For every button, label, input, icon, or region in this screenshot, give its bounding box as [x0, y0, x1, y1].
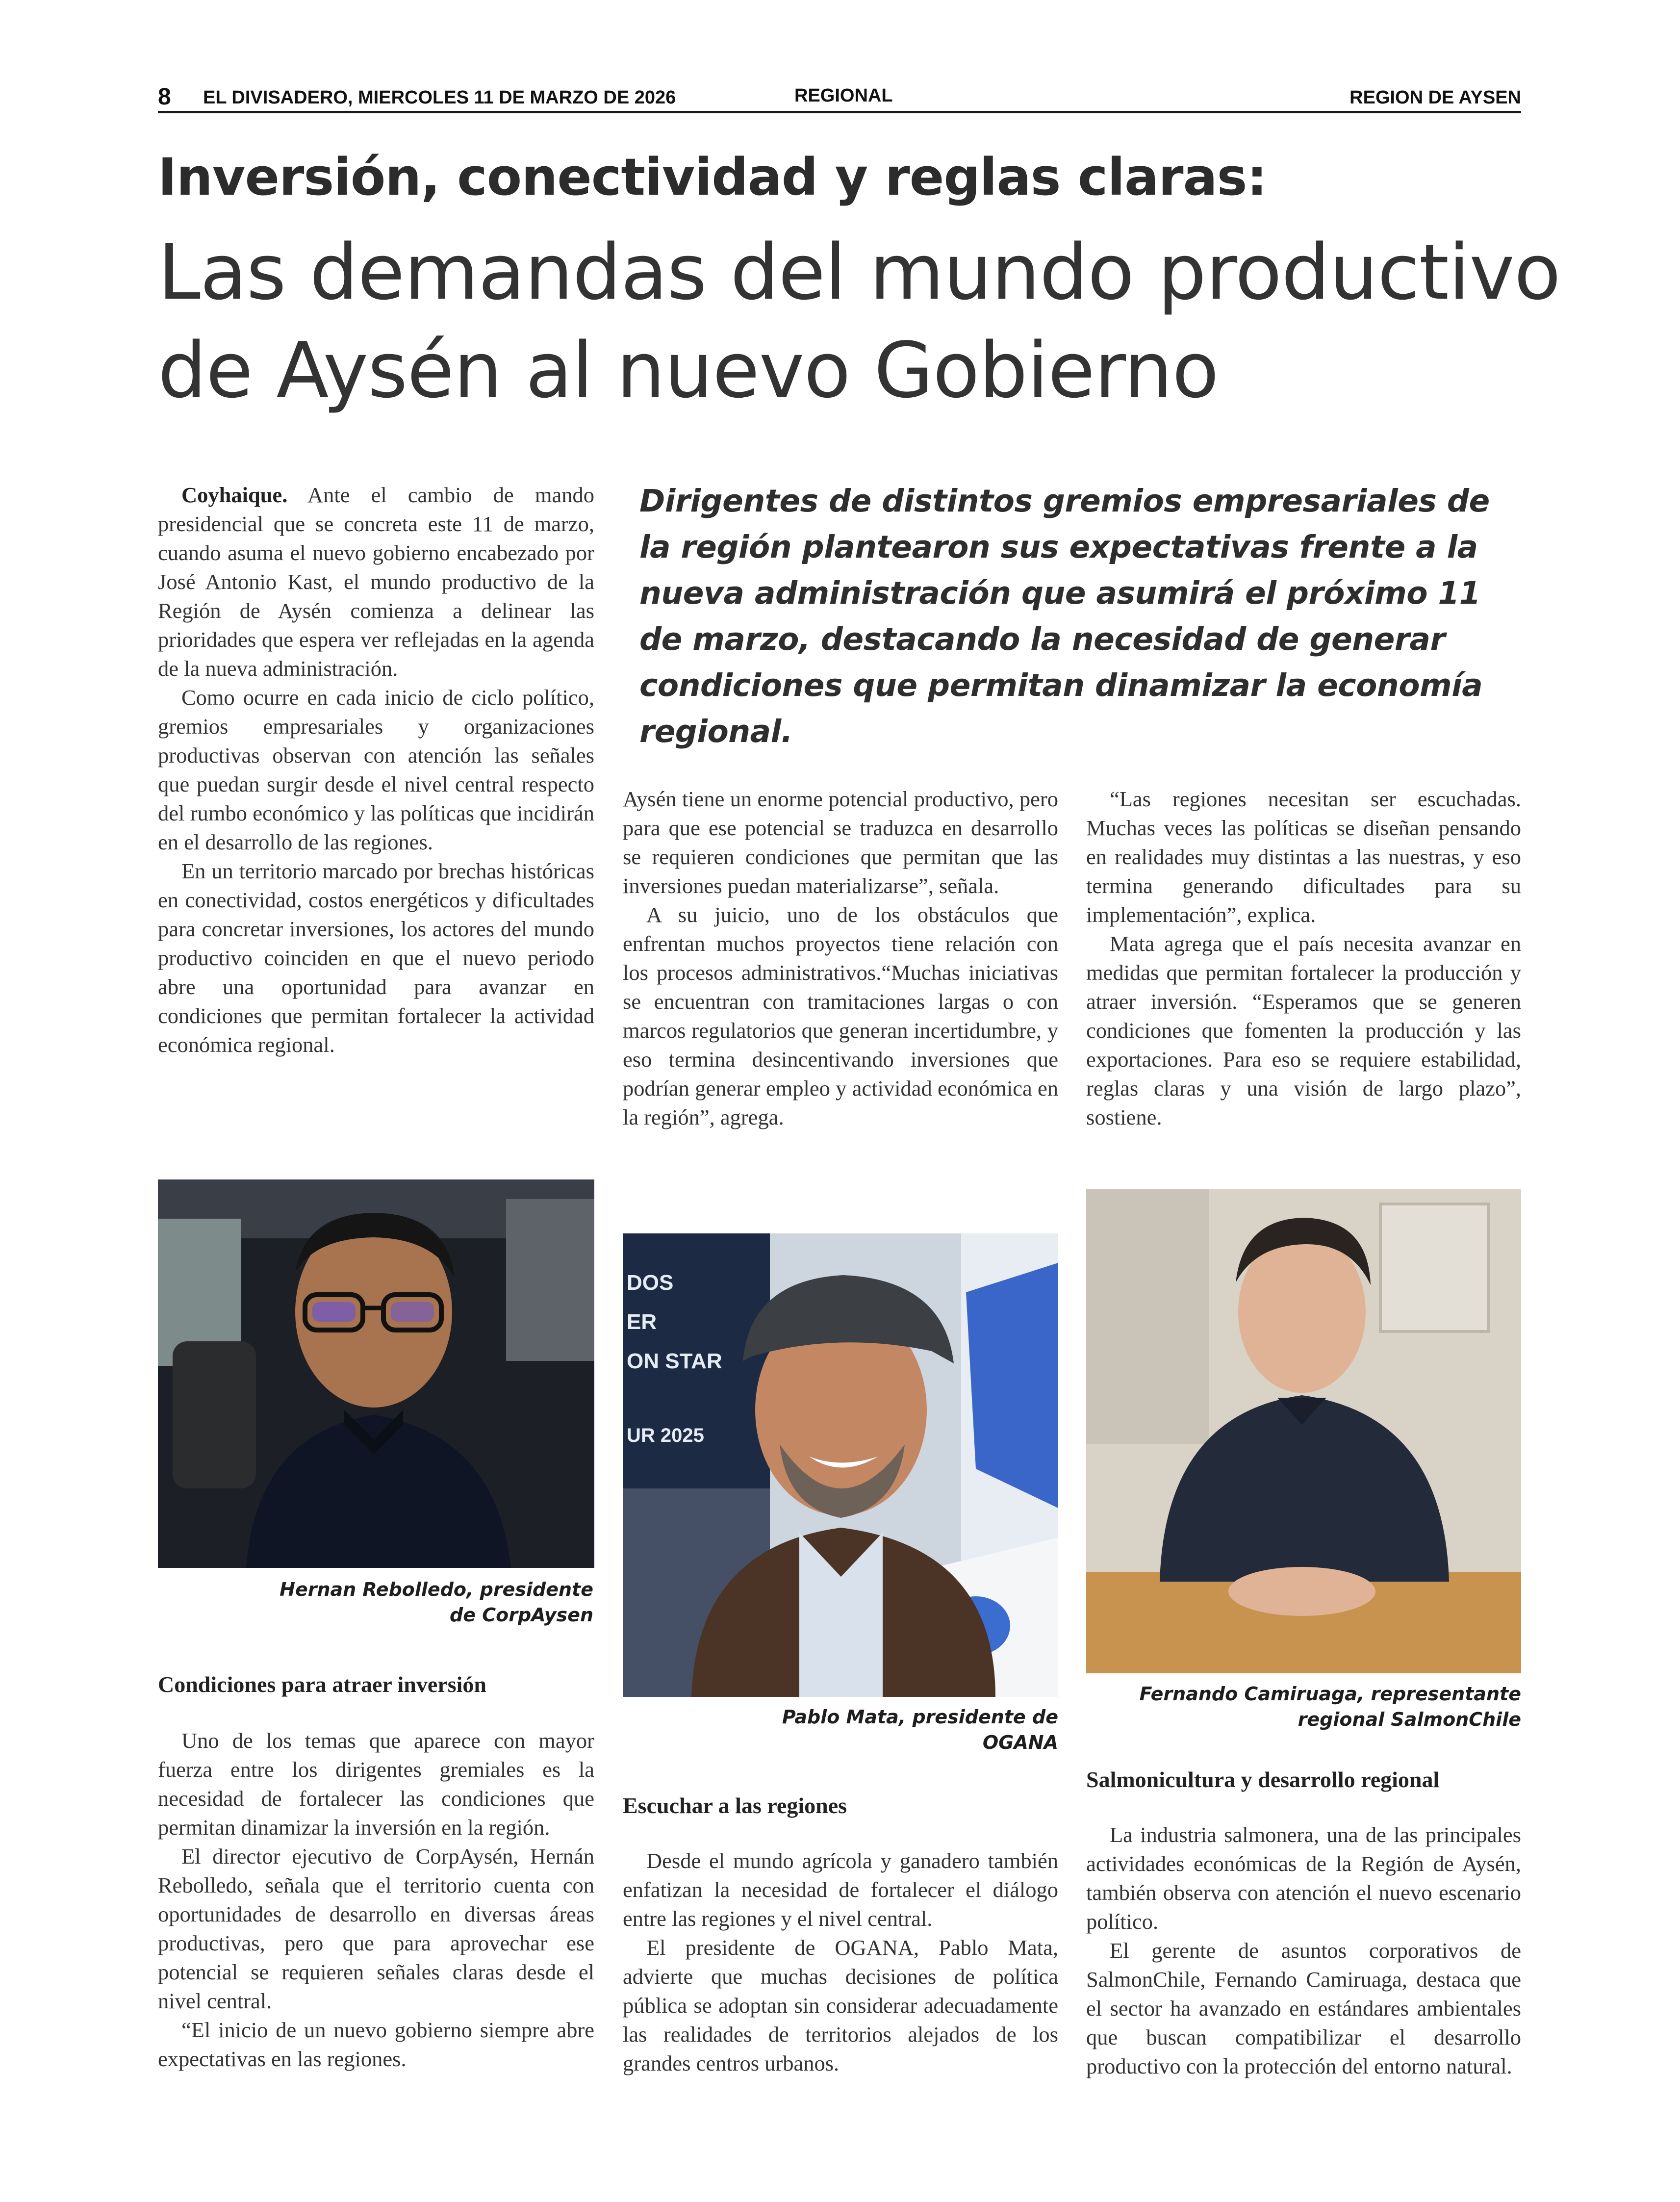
- col3-paragraph-2: Mata agrega que el país necesita avanzar en medidas que permitan fortalecer la producción y atraer inversión. “Esperamos que se generen condiciones que fomenten la producción y las exportaciones. Para eso se requiere estabilidad, reglas claras y una visión de largo plazo”, sostiene.: [1086, 931, 1521, 1129]
- dateline: Coyhaique.: [181, 483, 288, 507]
- headline-kicker: Inversión, conectividad y reglas claras:: [158, 147, 1267, 207]
- headline-title-line1: Las demandas del mundo productivo: [158, 228, 1561, 317]
- col3-paragraph-4: El gerente de asuntos corporativos de SalmonChile, Fernando Camiruaga, destaca que el sector ha avanzado en estándares ambientales que buscan compatibilizar el desarrollo productivo con la protección del entorno natural.: [1086, 1938, 1521, 2078]
- photo-fernando-camiruaga: [1086, 1189, 1521, 1673]
- col2-paragraph-3: Desde el mundo agrícola y ganadero también enfatizan la necesidad de fortalecer el diálogo entre las regiones y el nivel central.: [623, 1848, 1058, 1931]
- photo-hernan-rebolledo: [158, 1179, 594, 1568]
- subhead-condiciones: Condiciones para atraer inversión: [158, 1672, 486, 1697]
- col3-paragraph-3: La industria salmonera, una de las principales actividades económicas de la Región de Aysén, también observa con atención el nuevo escenario político.: [1086, 1822, 1521, 1934]
- photo-banner-text-2: ER: [627, 1310, 657, 1334]
- page-number: 8: [158, 84, 171, 110]
- region-label: REGION DE AYSEN: [1349, 87, 1521, 108]
- portrait-with-cap-image: [623, 1233, 1058, 1697]
- lead-paragraph: Dirigentes de distintos gremios empresariales de la región plantearon sus expectativas frente a la nueva administración que asumirá el próximo 11 de marzo, destacando la necesidad de generar condiciones que permitan dinamizar la economía regional.: [639, 483, 1490, 749]
- subhead-escuchar: Escuchar a las regiones: [623, 1793, 847, 1818]
- col2-paragraph-1: Aysén tiene un enorme potencial productivo, pero para que ese potencial se traduzca en desarrollo se requieren condiciones que permitan que las inversiones puedan materializarse”, señala.: [623, 787, 1058, 898]
- section-label: REGIONAL: [794, 85, 893, 106]
- col1-paragraph-3: En un territorio marcado por brechas históricas en conectividad, costos energéticos y dificultades para concretar inversiones, los actores del mundo productivo coinciden en que el nuevo periodo abre una oportunidad para avanzar en condiciones que permitan fortalecer la actividad económica regional.: [158, 859, 594, 1057]
- column-1-bottom: [158, 1726, 594, 2074]
- col1-paragraph-1: Coyhaique. Ante el cambio de mando presidencial que se concreta este 11 de marzo, cuando asuma el nuevo gobierno encabezado por José Antonio Kast, el mundo productivo de la Región de Aysén comienza a delinear las prioridades que espera ver reflejadas en la agenda de la nueva administración.: [158, 483, 594, 681]
- col1-paragraph-2: Como ocurre en cada inicio de ciclo político, gremios empresariales y organizaciones productivas observan con atención las señales que puedan surgir desde el nivel central respecto del rumbo económico y las políticas que incidirán en el desarrollo de las regiones.: [158, 685, 594, 854]
- portrait-in-car-image: [158, 1179, 594, 1568]
- col1-paragraph-6: “El inicio de un nuevo gobierno siempre abre expectativas en las regiones.: [158, 2018, 594, 2071]
- column-3-bottom: [1086, 1820, 1521, 2081]
- portrait-at-table-image: [1086, 1189, 1521, 1673]
- caption-fernando-camiruaga: Fernando Camiruaga, representante regional SalmonChile: [1139, 1683, 1521, 1730]
- column-3-top: [1086, 785, 1521, 1132]
- column-2-bottom: [623, 1846, 1058, 2078]
- col1-paragraph-5: El director ejecutivo de CorpAysén, Hernán Rebolledo, señala que el territorio cuenta con oportunidades de desarrollo en diversas áreas productivas, pero que para aprovechar ese potencial se requieren señales claras desde el nivel central.: [158, 1844, 594, 2013]
- caption-pablo-mata: Pablo Mata, presidente de OGANA: [782, 1706, 1058, 1753]
- subhead-salmonicultura: Salmonicultura y desarrollo regional: [1086, 1767, 1440, 1792]
- photo-pablo-mata: [623, 1233, 1058, 1697]
- column-1-top: [158, 481, 594, 1059]
- caption-hernan-rebolledo: Hernan Rebolledo, presidente de CorpAysen: [280, 1579, 593, 1626]
- headline-title-line2: de Aysén al nuevo Gobierno: [158, 326, 1219, 415]
- col2-paragraph-4: El presidente de OGANA, Pablo Mata, advierte que muchas decisiones de política pública se adoptan sin considerar adecuadamente las realidades de territorios alejados de los grandes centros urbanos.: [623, 1935, 1058, 2075]
- photo-banner-text-4: UR 2025: [627, 1425, 704, 1446]
- col1-paragraph-4: Uno de los temas que aparece con mayor fuerza entre los dirigentes gremiales es la necesidad de fortalecer las condiciones que permitan dinamizar la inversión en la región.: [158, 1728, 594, 1840]
- publication-date: EL DIVISADERO, MIERCOLES 11 DE MARZO DE 2026: [203, 87, 676, 108]
- column-2-top: [623, 785, 1058, 1132]
- page-header: [158, 83, 1521, 113]
- photo-banner-text-1: DOS: [627, 1271, 674, 1295]
- photo-banner-text-3: ON STAR: [627, 1349, 722, 1373]
- col2-paragraph-2: A su juicio, uno de los obstáculos que enfrentan muchos proyectos tiene relación con los procesos administrativos.“Muchas iniciativas se encuentran con tramitaciones largas o con marcos regulatorios que generan incertidumbre, y eso termina desincentivando inversiones que podrían generar empleo y actividad económica en la región”, agrega.: [623, 902, 1058, 1129]
- headline-title: [158, 223, 1561, 419]
- col3-paragraph-1: “Las regiones necesitan ser escuchadas. Muchas veces las políticas se diseñan pensando en realidades muy distintas a las nuestras, y eso termina generando dificultades para su implementación”, explica.: [1086, 787, 1521, 927]
